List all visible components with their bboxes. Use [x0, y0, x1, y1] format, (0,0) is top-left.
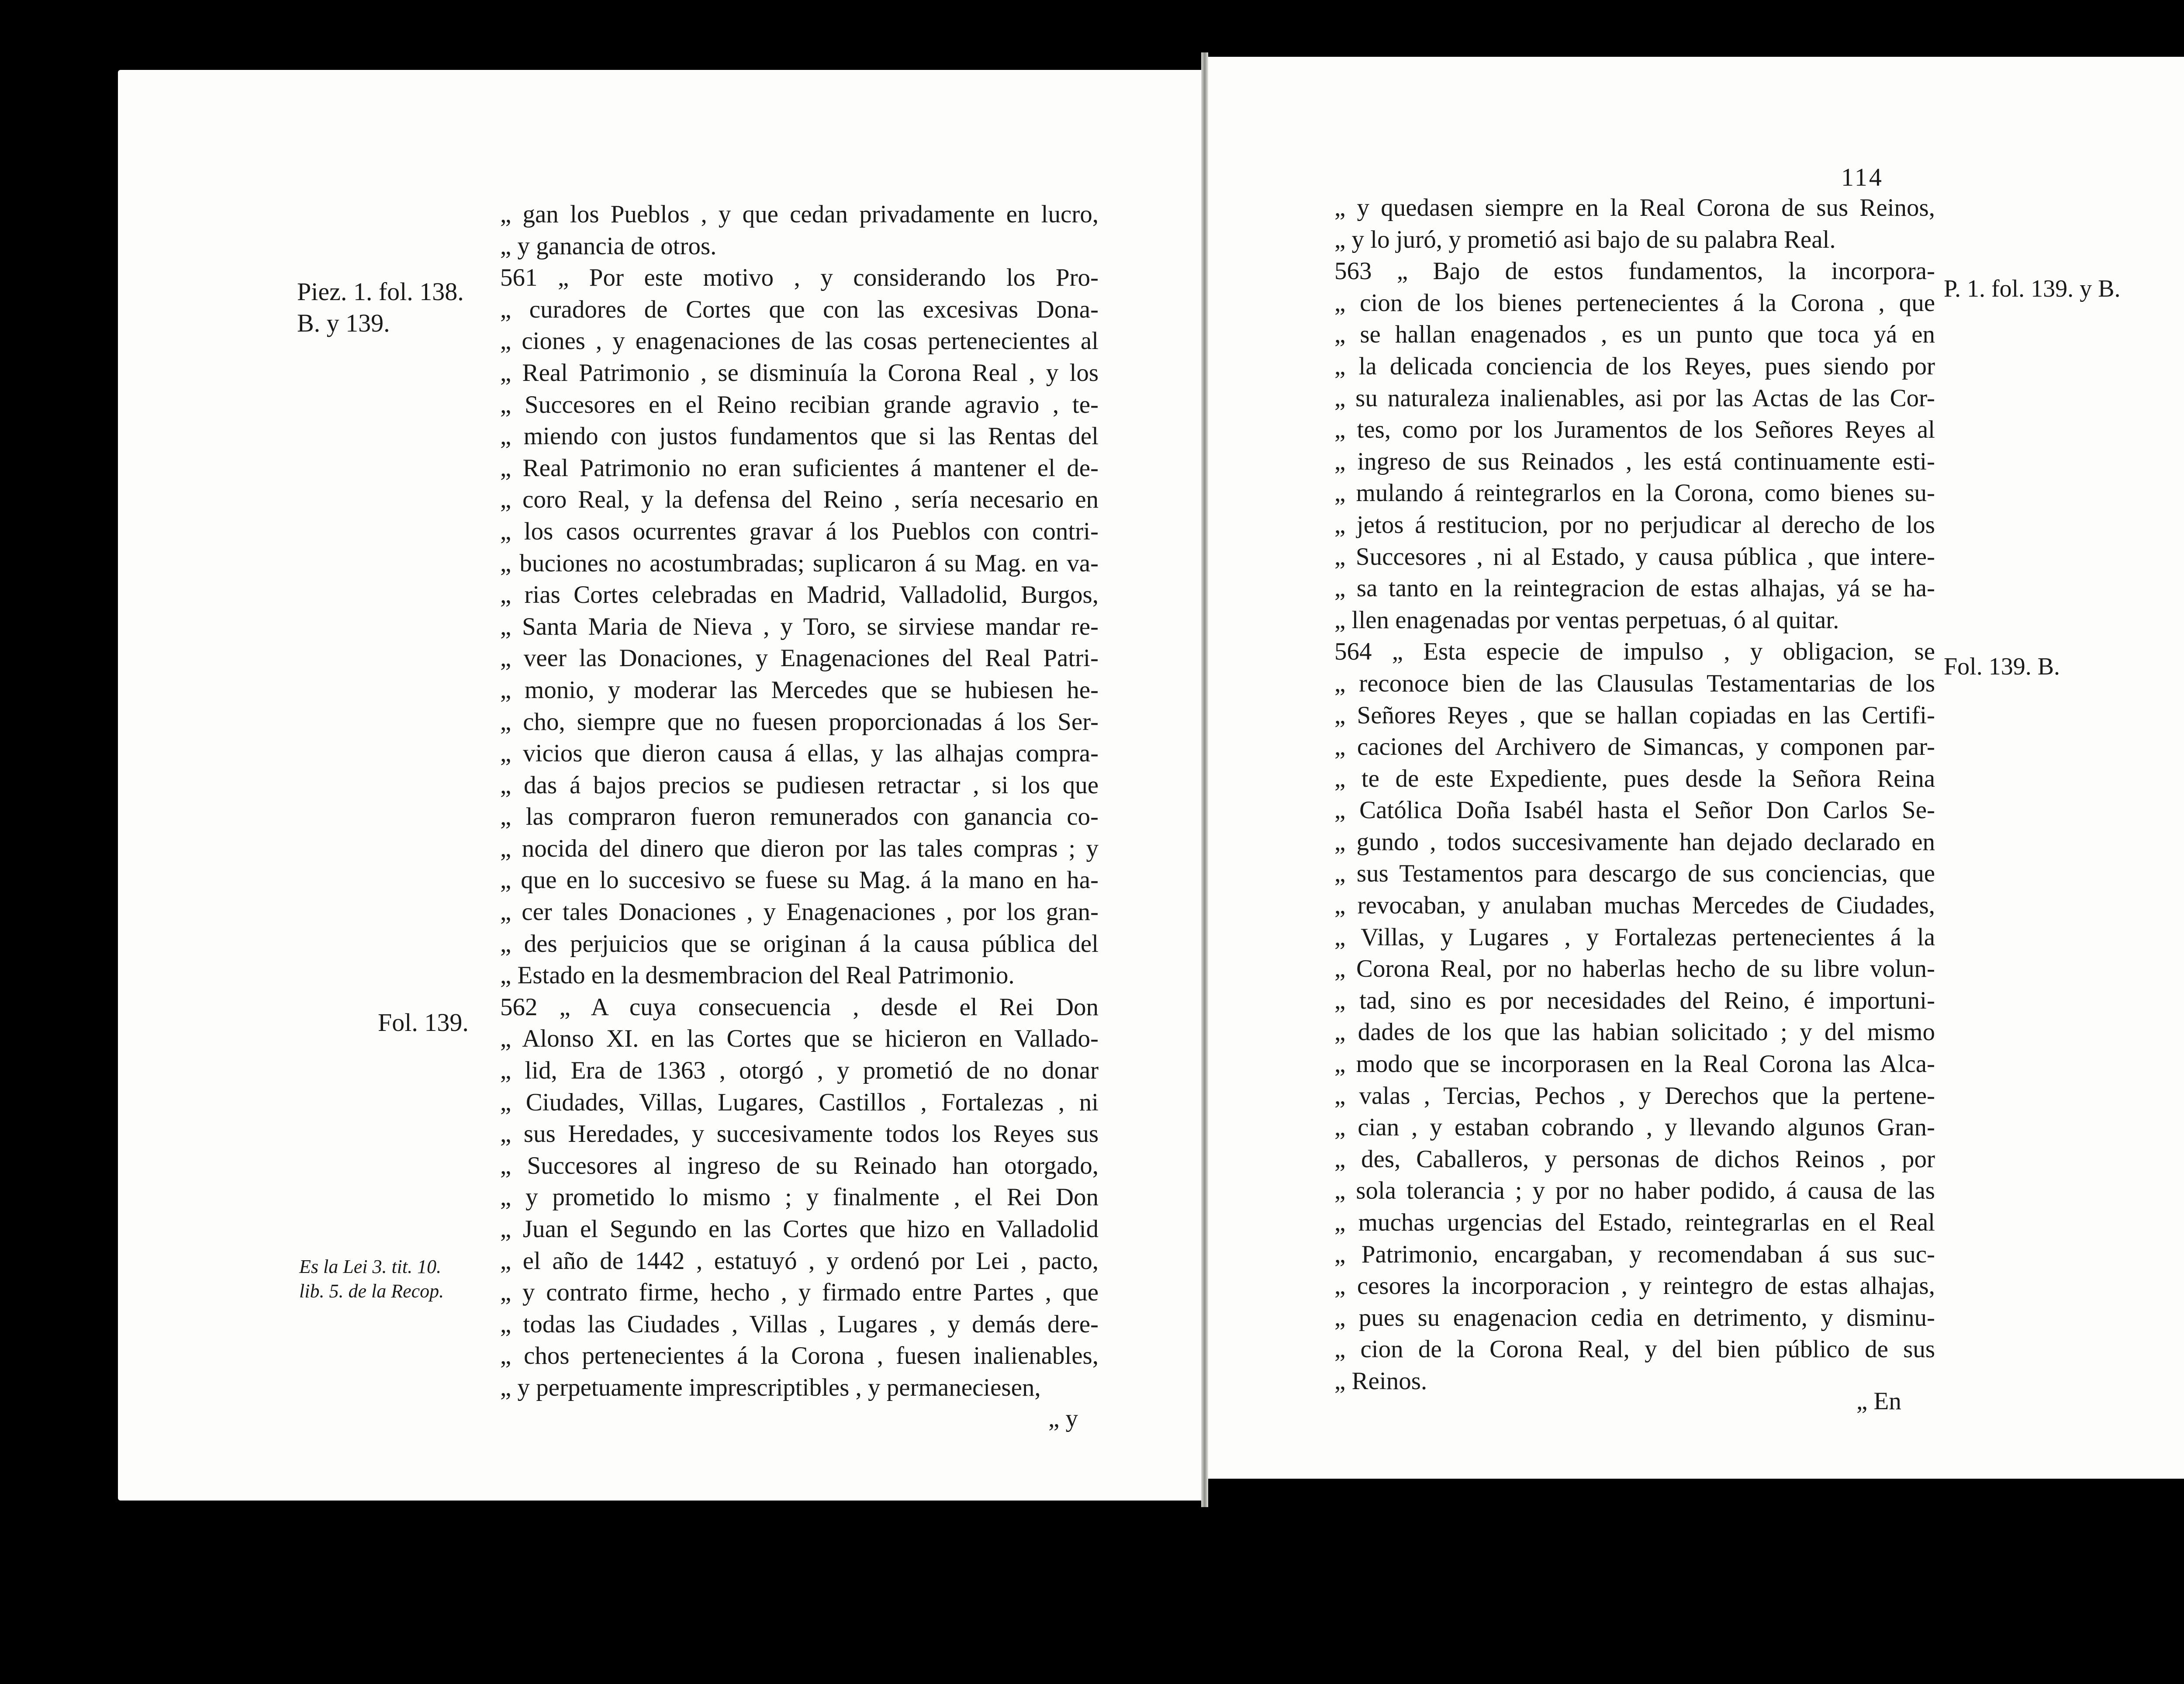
text-line: „ Succesores , ni al Estado, y causa pública , que intere- [1334, 543, 1935, 571]
text-line: „ Villas, y Lugares , y Fortalezas pertenecientes á la [1334, 923, 1935, 951]
text-line: „ Ciudades, Villas, Lugares, Castillos , Fortalezas , ni [500, 1088, 1099, 1116]
text-line: „ Succesores al ingreso de su Reinado han otorgado, [500, 1151, 1099, 1179]
left-catchword: „ y [1048, 1405, 1078, 1432]
text-line: „ cer tales Donaciones , y Enagenaciones , por los gran- [500, 898, 1099, 926]
text-line: „ gundo , todos succesivamente han dejado declarado en [1334, 828, 1935, 856]
margin-note-line: P. 1. fol. 139. y B. [1944, 275, 2121, 302]
text-line: „ ingreso de sus Reinados , les está continuamente esti- [1334, 447, 1935, 475]
text-line: „ Alonso XI. en las Cortes que se hicieron en Vallado- [500, 1025, 1099, 1053]
text-line: „ reconoce bien de las Clausulas Testamentarias de los [1334, 669, 1935, 697]
text-line: „ sus Heredades, y succesivamente todos los Reyes sus [500, 1120, 1099, 1148]
text-line: „ coro Real, y la defensa del Reino , sería necesario en [500, 486, 1099, 514]
text-line: „ mulando á reintegrarlos en la Corona, como bienes su- [1334, 479, 1935, 507]
text-line: „ des perjuicios que se originan á la causa pública del [500, 930, 1099, 958]
text-line: „ el año de 1442 , estatuyó , y ordenó por Lei , pacto, [500, 1247, 1099, 1275]
text-line: „ cho, siempre que no fuesen proporcionadas á los Ser- [500, 708, 1099, 736]
margin-note-line: B. y 139. [297, 309, 390, 337]
text-line: „ Reinos. [1334, 1367, 1427, 1395]
margin-note-line: Es la Lei 3. tit. 10. [299, 1256, 442, 1277]
text-line: „ modo que se incorporasen en la Real Corona las Alca- [1334, 1050, 1935, 1078]
text-line: „ tes, como por los Juramentos de los Señores Reyes al [1334, 416, 1935, 444]
text-line: „ las compraron fueron remunerados con ganancia co- [500, 803, 1099, 831]
text-line: „ llen enagenadas por ventas perpetuas, ó al quitar. [1334, 606, 1839, 634]
text-line: „ cesores la incorporacion , y reintegro de estas alhajas, [1334, 1272, 1935, 1300]
text-line: „ su naturaleza inalienables, asi por las Actas de las Cor- [1334, 384, 1935, 412]
margin-note-line: Piez. 1. fol. 138. [297, 277, 464, 306]
margin-note-line: Fol. 139. [378, 1008, 469, 1037]
text-line: 564 „ Esta especie de impulso , y obligacion, se [1334, 638, 1935, 666]
text-line: „ tad, sino es por necesidades del Reino, é importuni- [1334, 986, 1935, 1014]
text-line: „ sus Testamentos para descargo de sus conciencias, que [1334, 860, 1935, 888]
margin-note-line: lib. 5. de la Recop. [299, 1280, 444, 1302]
text-line: „ lid, Era de 1363 , otorgó , y prometió de no donar [500, 1057, 1099, 1085]
text-line: „ nocida del dinero que dieron por las tales compras ; y [500, 834, 1099, 862]
text-line: „ muchas urgencias del Estado, reintegrarlas en el Real [1334, 1209, 1935, 1236]
text-line: „ dades de los que las habian solicitado ; y del mismo [1334, 1018, 1935, 1046]
text-line: „ y prometido lo mismo ; y finalmente , el Rei Don [500, 1183, 1099, 1211]
text-line: „ Patrimonio, encargaban, y recomendaban á sus suc- [1334, 1240, 1935, 1268]
text-line: „ veer las Donaciones, y Enagenaciones del Real Patri- [500, 644, 1099, 672]
text-line: „ sa tanto en la reintegracion de estas alhajas, yá se ha- [1334, 574, 1935, 602]
text-line: „ Católica Doña Isabél hasta el Señor Don Carlos Se- [1334, 796, 1935, 824]
text-line: „ pues su enagenacion cedia en detrimento, y disminu- [1334, 1304, 1935, 1331]
text-line: „ cian , y estaban cobrando , y llevando algunos Gran- [1334, 1113, 1935, 1141]
text-line: „ ciones , y enagenaciones de las cosas pertenecientes al [500, 327, 1099, 355]
text-line: „ que en lo succesivo se fuese su Mag. á la mano en ha- [500, 866, 1099, 894]
text-line: „ gan los Pueblos , y que cedan privadamente en lucro, [500, 201, 1099, 228]
text-line: „ jetos á restitucion, por no perjudicar al derecho de los [1334, 511, 1935, 539]
text-line: „ curadores de Cortes que con las excesivas Dona- [500, 295, 1099, 323]
text-line: „ los casos ocurrentes gravar á los Pueblos con contri- [500, 517, 1099, 545]
text-line: „ cion de los bienes pertenecientes á la Corona , que [1334, 289, 1935, 317]
text-line: „ Corona Real, por no haberlas hecho de su libre volun- [1334, 955, 1935, 983]
margin-note-fol-139 [378, 1007, 469, 1038]
text-line: „ y perpetuamente imprescriptibles , y permaneciesen, [500, 1373, 1041, 1401]
right-catchword: „ En [1856, 1387, 1901, 1415]
page-number: 114 [1841, 163, 1883, 191]
text-line: „ vicios que dieron causa á ellas, y las alhajas compra- [500, 740, 1099, 768]
text-line: 561 „ Por este motivo , y considerando los Pro- [500, 264, 1099, 292]
text-line: „ Succesores en el Reino recibian grande agravio , te- [500, 391, 1099, 418]
book-gutter [1201, 52, 1208, 1507]
text-line: „ la delicada conciencia de los Reyes, pues siendo por [1334, 352, 1935, 380]
text-line: „ Juan el Segundo en las Cortes que hizo en Valladolid [500, 1215, 1099, 1243]
text-line: „ monio, y moderar las Mercedes que se hubiesen he- [500, 676, 1099, 704]
text-line: „ miendo con justos fundamentos que si las Rentas del [500, 422, 1099, 450]
margin-note-line: Fol. 139. B. [1944, 653, 2060, 680]
right-text-column [1334, 192, 1935, 1397]
text-line: „ revocaban, y anulaban muchas Mercedes de Ciudades, [1334, 892, 1935, 920]
text-line: „ Señores Reyes , que se hallan copiadas en las Certifi- [1334, 701, 1935, 729]
text-line: „ chos pertenecientes á la Corona , fuesen inalienables, [500, 1342, 1099, 1370]
text-line: „ Estado en la desmembracion del Real Patrimonio. [500, 961, 1015, 989]
text-line: 562 „ A cuya consecuencia , desde el Rei Don [500, 993, 1099, 1021]
text-line: „ caciones del Archivero de Simancas, y componen par- [1334, 733, 1935, 761]
text-line: „ rias Cortes celebradas en Madrid, Valladolid, Burgos, [500, 581, 1099, 609]
text-line: „ te de este Expediente, pues desde la Señora Reina [1334, 764, 1935, 792]
text-line: „ sola tolerancia ; y por no haber podido, á causa de las [1334, 1177, 1935, 1205]
margin-note-recop [299, 1255, 444, 1304]
text-line: „ se hallan enagenados , es un punto que toca yá en [1334, 321, 1935, 349]
margin-note-piez-138 [297, 276, 464, 339]
left-text-column [500, 199, 1099, 1404]
text-line: „ Santa Maria de Nieva , y Toro, se sirviese mandar re- [500, 612, 1099, 640]
text-line: „ valas , Tercias, Pechos , y Derechos que la pertene- [1334, 1082, 1935, 1110]
text-line: „ des, Caballeros, y personas de dichos Reinos , por [1334, 1145, 1935, 1173]
margin-note-fol-139-b [1944, 651, 2060, 682]
text-line: „ y ganancia de otros. [500, 232, 717, 260]
text-line: „ buciones no acostumbradas; suplicaron á su Mag. en va- [500, 549, 1099, 577]
text-line: „ Real Patrimonio no eran suficientes á mantener el de- [500, 454, 1099, 482]
text-line: „ cion de la Corona Real, y del bien público de sus [1334, 1335, 1935, 1363]
text-line: 563 „ Bajo de estos fundamentos, la incorpora- [1334, 257, 1935, 285]
text-line: „ das á bajos precios se pudiesen retractar , si los que [500, 771, 1099, 799]
text-line: „ y quedasen siempre en la Real Corona de sus Reinos, [1334, 194, 1935, 221]
text-line: „ y lo juró, y prometió asi bajo de su palabra Real. [1334, 225, 1836, 253]
text-line: „ Real Patrimonio , se disminuía la Corona Real , y los [500, 359, 1099, 387]
margin-note-p1-fol-139 [1944, 273, 2121, 304]
text-line: „ todas las Ciudades , Villas , Lugares , y demás dere- [500, 1310, 1099, 1338]
text-line: „ y contrato firme, hecho , y firmado entre Partes , que [500, 1279, 1099, 1307]
